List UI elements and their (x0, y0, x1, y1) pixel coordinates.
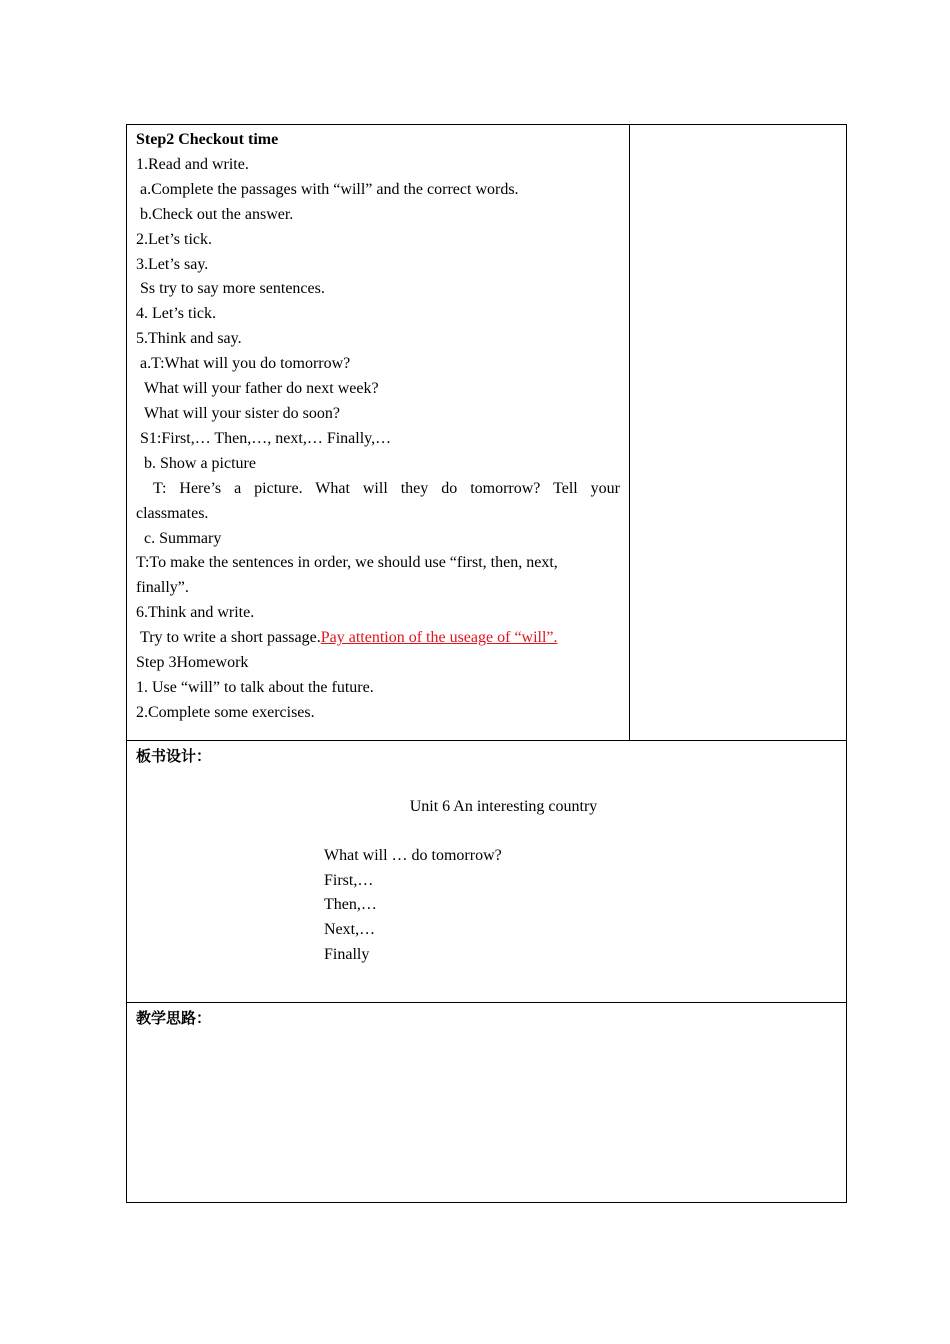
procedure-line: What will your sister do soon? (136, 404, 340, 422)
homework-item: 2.Complete some exercises. (136, 703, 315, 721)
board-title: Unit 6 An interesting country (409, 797, 598, 815)
teaching-thoughts-heading: 教学思路： (136, 1008, 212, 1027)
procedure-row (127, 125, 847, 741)
board-list (324, 844, 837, 969)
procedure-cell (127, 125, 630, 741)
procedure-line: S1:First,… Then,…, next,… Finally,… (136, 429, 392, 447)
procedure-line: 2.Let’s tick. (136, 230, 212, 248)
procedure-line: 3.Let’s say. (136, 255, 209, 273)
teaching-thoughts-cell (127, 1002, 847, 1202)
procedure-line: 5.Think and say. (136, 330, 242, 348)
step3-title: Step 3Homework (136, 654, 249, 672)
procedure-line: T: Here’s a picture. What will they do tomorrow? Tell your (153, 479, 620, 497)
procedure-line: c. Summary (136, 529, 222, 547)
procedure-line: a.Complete the passages with “will” and the correct words. (136, 180, 519, 198)
teaching-thoughts-row (127, 1002, 847, 1202)
procedure-line: 4. Let’s tick. (136, 305, 216, 323)
procedure-line: 6.Think and write. (136, 604, 255, 622)
homework-item: 1. Use “will” to talk about the future. (136, 678, 374, 696)
procedure-line: 1.Read and write. (136, 155, 249, 173)
board-line: What will … do tomorrow? (324, 846, 502, 864)
board-design-row (127, 740, 847, 1002)
procedure-line: a.T:What will you do tomorrow? (136, 355, 351, 373)
procedure-line: Ss try to say more sentences. (136, 280, 325, 298)
notes-cell (630, 125, 847, 741)
board-line: Next,… (324, 921, 376, 939)
procedure-line (136, 626, 620, 651)
board-line: Finally (324, 946, 370, 964)
procedure-line: b. Show a picture (136, 454, 256, 472)
procedure-line: finally”. (136, 579, 189, 597)
board-line: First,… (324, 871, 374, 889)
procedure-line: classmates. (136, 504, 209, 522)
procedure-line: b.Check out the answer. (136, 205, 294, 223)
procedure-line: T:To make the sentences in order, we should use “first, then, next, (136, 554, 558, 572)
board-design-heading: 板书设计： (136, 746, 212, 765)
board-design-cell (127, 740, 847, 1002)
lesson-plan-table (126, 124, 847, 1203)
procedure-line: What will your father do next week? (136, 380, 379, 398)
board-line: Then,… (324, 896, 377, 914)
attention-note: Pay attention of the useage of “will”. (320, 629, 558, 647)
procedure-line-text: Try to write a short passage. (136, 629, 321, 647)
step2-title: Step2 Checkout time (136, 131, 279, 148)
